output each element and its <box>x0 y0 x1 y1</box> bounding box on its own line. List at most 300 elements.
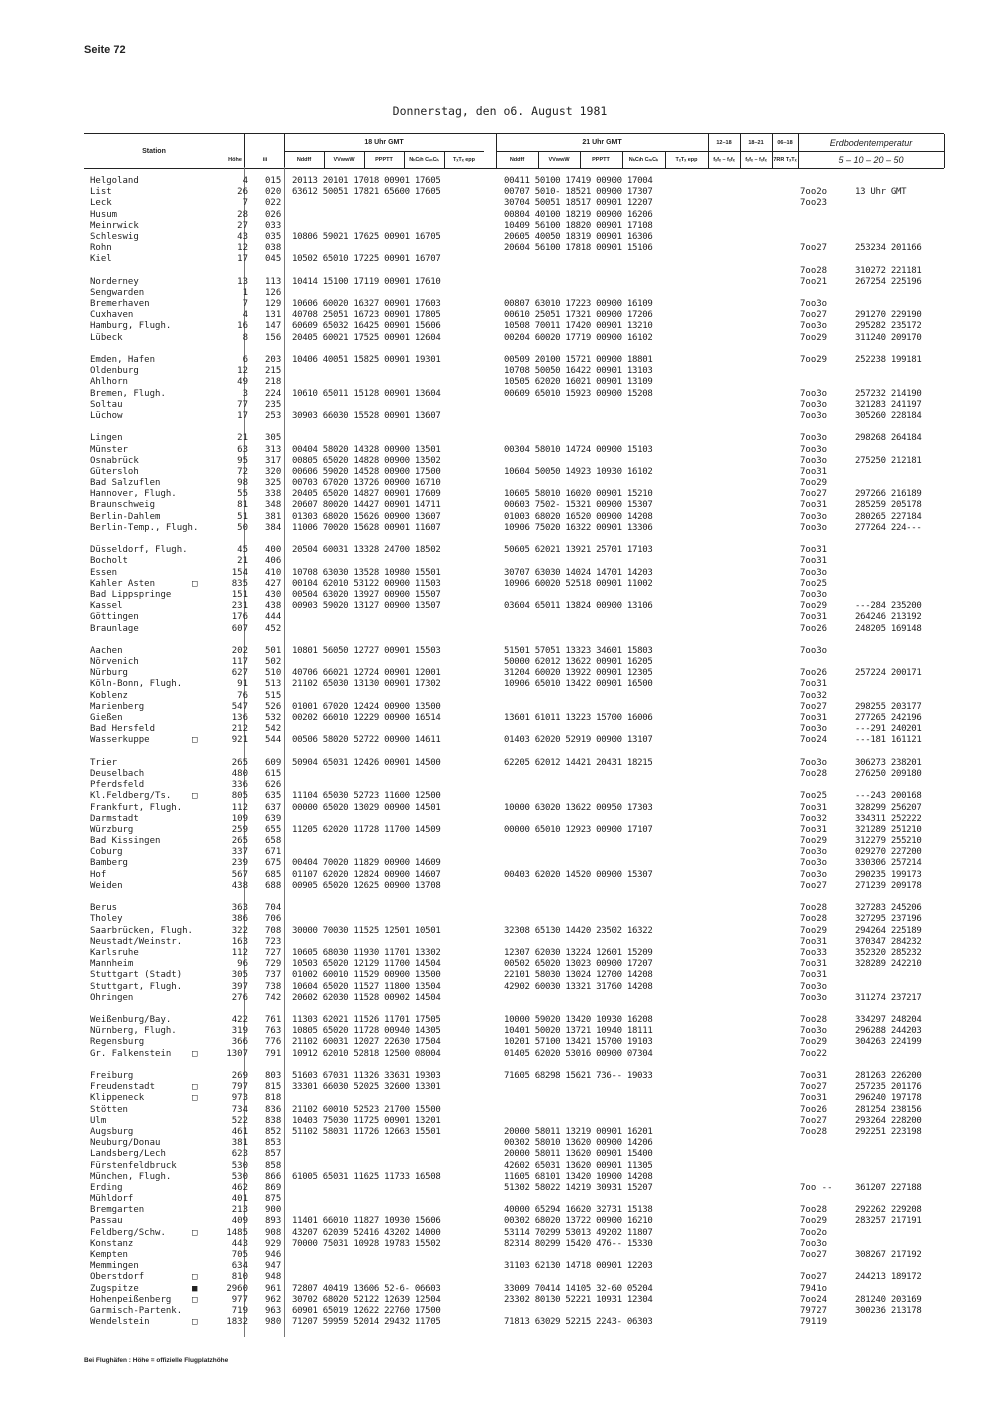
ground-temp-values: 285259 205178 <box>855 500 922 511</box>
ground-temp-values: 328289 242210 <box>855 959 922 970</box>
table-row <box>84 825 954 836</box>
station-height: 705 <box>231 1250 248 1260</box>
station-height: 72 <box>237 466 248 477</box>
header-18-uhr: 18 Uhr GMT <box>364 139 404 146</box>
station-number: 639 <box>265 813 282 824</box>
station-name: Wasserkuppe <box>90 735 150 746</box>
footnote: Bei Flughäfen : Höhe = offizielle Flugplatzhöhe <box>84 1357 229 1364</box>
station-name: Norderney <box>90 276 139 287</box>
ground-temp-values: 277265 242196 <box>855 713 922 723</box>
obs-18-utc: 10403 75030 11725 00901 13201 <box>292 1115 441 1126</box>
obs-21-utc: 10605 58010 16020 00901 15210 <box>504 489 653 500</box>
table-row <box>84 456 954 467</box>
station-name: Ulm <box>90 1115 107 1126</box>
table-row <box>84 1015 954 1026</box>
ground-temp-group: 7oo3o <box>800 511 828 522</box>
ground-temp-group: 7oo29 <box>800 836 828 847</box>
station-name: Stuttgart (Stadt) <box>90 970 183 981</box>
ground-temp-group: 7oo3o <box>800 847 828 858</box>
station-height: 381 <box>231 1138 248 1149</box>
station-number: 129 <box>265 299 282 310</box>
table-row <box>84 1105 954 1116</box>
station-name: Husum <box>90 209 118 220</box>
table-row <box>84 556 954 567</box>
station-height: 319 <box>231 1026 248 1037</box>
ground-temp-values: 029270 227200 <box>855 847 922 858</box>
station-number: 317 <box>265 455 282 466</box>
station-name: Lübeck <box>90 332 123 343</box>
header-18-col4: NₕCₗh CₘCₕ <box>409 156 439 163</box>
station-height: 8 <box>242 332 248 343</box>
table-row <box>84 1071 954 1082</box>
obs-18-utc: 50904 65031 12426 00901 14500 <box>292 757 441 768</box>
obs-18-utc: 00703 67020 13726 00900 16710 <box>292 478 441 489</box>
station-name: Berus <box>90 903 118 914</box>
spacer-row <box>84 344 954 355</box>
station-name: Wendelstein <box>90 1317 150 1328</box>
table-row <box>84 735 954 746</box>
station-height: 276 <box>231 992 248 1003</box>
station-height: 50 <box>237 522 248 533</box>
station-height: 55 <box>237 489 248 500</box>
table-row <box>84 512 954 523</box>
table-row <box>84 758 954 769</box>
obs-18-utc: 10414 15100 17119 00901 17610 <box>292 276 441 287</box>
station-height: 977 <box>231 1294 248 1305</box>
table-row <box>84 310 954 321</box>
table-row <box>84 624 954 635</box>
table-row <box>84 646 954 657</box>
obs-18-utc: 01002 60010 11529 00900 13500 <box>292 970 441 981</box>
obs-18-utc: 00506 58020 52722 00900 14611 <box>292 735 441 746</box>
obs-21-utc: 00000 65010 12923 00900 17107 <box>504 824 653 835</box>
station-name: Hannover, Flugh. <box>90 489 177 500</box>
table-row <box>84 389 954 400</box>
station-name: Feldberg/Schw. <box>90 1227 166 1238</box>
obs-18-utc: 30903 66030 15528 00901 13607 <box>292 410 441 421</box>
obs-21-utc: 10508 70011 17420 00901 13210 <box>504 321 653 332</box>
station-number: 853 <box>265 1138 282 1149</box>
table-row <box>84 254 954 265</box>
table-row <box>84 982 954 993</box>
station-number: 045 <box>265 254 282 265</box>
station-height: 443 <box>231 1238 248 1249</box>
obs-21-utc: 62205 62012 14421 20431 18215 <box>504 757 653 768</box>
ground-temp-group: 7oo3o <box>800 388 828 399</box>
station-height: 96 <box>237 959 248 970</box>
ground-temp-group: 7oo3o <box>800 645 828 656</box>
station-number: 738 <box>265 981 282 992</box>
obs-21-utc: 00502 65020 13023 00900 17207 <box>504 959 653 970</box>
station-height: 607 <box>231 623 248 634</box>
ground-temp-group: 7oo29 <box>800 1037 828 1048</box>
station-name: Pferdsfeld <box>90 780 145 791</box>
ground-temp-group: 7oo27 <box>800 243 828 254</box>
ground-temp-group: 7oo31 <box>800 1093 828 1104</box>
obs-21-utc: 00204 60020 17719 00900 16102 <box>504 332 653 343</box>
ground-temp-values: 283257 217191 <box>855 1216 922 1227</box>
table-row <box>84 445 954 456</box>
ground-temp-values: 257235 201176 <box>855 1082 922 1093</box>
obs-18-utc: 11006 70020 15628 00901 11607 <box>292 522 441 533</box>
ground-temp-values: 298268 264184 <box>855 433 922 444</box>
header-21-col4: NₕCₗh CₘCₕ <box>628 156 659 163</box>
station-name: Hof <box>90 869 107 880</box>
table-row <box>84 847 954 858</box>
obs-18-utc: 00000 65020 13029 00900 14501 <box>292 802 441 813</box>
obs-21-utc: 00804 40100 18219 00900 16206 <box>504 209 653 220</box>
table-row <box>84 1272 954 1283</box>
ground-temp-values: 311274 237217 <box>855 992 922 1003</box>
ground-temp-values: 297266 216189 <box>855 489 922 500</box>
station-number: 655 <box>265 824 282 835</box>
station-name: Zugspitze <box>90 1283 139 1294</box>
ground-temp-group: 7oo32 <box>800 690 828 701</box>
mountain-station-marker-icon: □ <box>192 735 198 746</box>
obs-18-utc: 51102 58031 11726 12663 15501 <box>292 1126 441 1137</box>
station-height: 567 <box>231 869 248 880</box>
obs-21-utc: 01405 62020 53016 00900 07304 <box>504 1048 653 1059</box>
station-height: 76 <box>237 690 248 701</box>
ground-temp-group: 7oo29 <box>800 478 828 489</box>
header-21-col3: PPPTT <box>592 156 610 163</box>
station-number: 658 <box>265 836 282 847</box>
obs-21-utc: 42602 65031 13620 00901 11305 <box>504 1160 653 1171</box>
obs-18-utc: 10503 65020 12129 11700 14504 <box>292 959 441 970</box>
header-erdboden: Erdbodentemperatur <box>829 137 913 148</box>
obs-18-utc: 20504 60031 13328 24700 18502 <box>292 545 441 556</box>
station-number: 742 <box>265 992 282 1003</box>
header-21-uhr: 21 Uhr GMT <box>582 139 622 146</box>
station-number: 384 <box>265 522 282 533</box>
station-height: 305 <box>231 970 248 981</box>
table-row <box>84 612 954 623</box>
station-number: 688 <box>265 880 282 891</box>
table-row <box>84 1082 954 1093</box>
station-number: 313 <box>265 444 282 455</box>
station-name: Osnabrück <box>90 455 139 466</box>
station-number: 963 <box>265 1305 282 1316</box>
station-number: 637 <box>265 802 282 813</box>
station-number: 838 <box>265 1115 282 1126</box>
station-height: 1307 <box>226 1048 248 1059</box>
ground-temp-group: 7oo29 <box>800 1216 828 1227</box>
table-row <box>84 1295 954 1306</box>
station-number: 761 <box>265 1015 282 1026</box>
ground-temp-group: 7oo31 <box>800 1071 828 1081</box>
ground-temp-values: ---291 240201 <box>855 724 922 735</box>
station-name: Saarbrücken, Flugh. <box>90 925 193 936</box>
station-height: 337 <box>231 847 248 858</box>
table-row <box>84 1216 954 1227</box>
station-name: Aachen <box>90 645 123 656</box>
ground-temp-values: 334297 248204 <box>855 1015 922 1026</box>
station-number: 022 <box>265 198 282 209</box>
station-number: 156 <box>265 332 282 343</box>
obs-18-utc: 00606 59020 14528 00900 17500 <box>292 466 441 477</box>
station-name: Coburg <box>90 847 123 858</box>
station-name: Bremen, Flugh. <box>90 388 166 399</box>
spacer-row <box>84 422 954 433</box>
obs-21-utc: 23302 80130 52221 10931 12304 <box>504 1294 653 1305</box>
header-18-col2: VVwwW <box>333 156 355 163</box>
table-row <box>84 1228 954 1239</box>
station-height: 401 <box>231 1194 248 1205</box>
station-height: 6 <box>242 355 248 365</box>
obs-21-utc: 10505 62020 16021 00901 13109 <box>504 377 653 388</box>
table-row <box>84 858 954 869</box>
table-row <box>84 713 954 724</box>
station-height: 259 <box>231 824 248 835</box>
station-height: 547 <box>231 701 248 712</box>
table-row <box>84 803 954 814</box>
ground-temp-group: 7oo31 <box>800 556 828 567</box>
ground-temp-values: 264246 213192 <box>855 612 922 623</box>
obs-21-utc: 30707 63030 14024 14701 14203 <box>504 567 653 578</box>
station-height: 95 <box>237 455 248 466</box>
station-name: Oldenburg <box>90 366 139 377</box>
ground-temp-values: 361207 227188 <box>855 1182 922 1193</box>
table-row <box>84 780 954 791</box>
obs-18-utc: 00903 59020 13127 00900 13507 <box>292 601 441 612</box>
header-r1b: fₓfₓ – fₓfₓ <box>713 156 735 163</box>
station-name: Stuttgart, Flugh. <box>90 981 183 992</box>
station-name: Neuburg/Donau <box>90 1138 161 1149</box>
ground-temp-group: 7oo24 <box>800 735 828 746</box>
station-height: 1485 <box>226 1227 248 1238</box>
station-height: 231 <box>231 601 248 612</box>
obs-18-utc: 21102 60031 12027 22630 17504 <box>292 1037 441 1048</box>
header-21-col2: VVwwW <box>548 156 570 163</box>
obs-18-utc: 72807 40419 13606 52-6- 06603 <box>292 1283 441 1294</box>
station-name: Hamburg, Flugh. <box>90 321 172 332</box>
station-height: 2960 <box>226 1283 248 1294</box>
table-row <box>84 243 954 254</box>
header-r3b: 7RR TₓTₓ <box>773 156 797 163</box>
station-name: Kempten <box>90 1250 128 1260</box>
table-row <box>84 970 954 981</box>
obs-21-utc: 00509 20100 15721 00900 18801 <box>504 355 653 365</box>
ground-temp-values: 308267 217192 <box>855 1250 922 1260</box>
ground-temp-values: 292262 229208 <box>855 1205 922 1216</box>
station-height: 117 <box>231 657 248 668</box>
station-name: Öhringen <box>90 992 134 1003</box>
ground-temp-group: 7oo3o <box>800 567 828 578</box>
ground-temp-values: 293264 228200 <box>855 1115 922 1126</box>
station-name: Berlin-Temp., Flugh. <box>90 522 199 533</box>
ground-temp-group: 7oo3o <box>800 410 828 421</box>
station-height: 409 <box>231 1216 248 1227</box>
ground-temp-values: 277264 224--- <box>855 522 922 533</box>
table-row <box>84 321 954 332</box>
ground-temp-group: 7oo3o <box>800 522 828 533</box>
table-row <box>84 489 954 500</box>
ground-temp-values: 281240 203169 <box>855 1294 922 1305</box>
station-height: 51 <box>237 511 248 522</box>
station-name: Regensburg <box>90 1037 145 1048</box>
ground-temp-group: 7oo21 <box>800 276 828 287</box>
ground-temp-group: 7oo28 <box>800 1015 828 1026</box>
table-row <box>84 1093 954 1104</box>
table-row <box>84 903 954 914</box>
station-height: 973 <box>231 1093 248 1104</box>
ground-temp-values: 280265 227184 <box>855 511 922 522</box>
mountain-station-marker-icon: □ <box>192 1082 198 1093</box>
station-number: 776 <box>265 1037 282 1048</box>
table-row <box>84 1037 954 1048</box>
table-row <box>84 1194 954 1205</box>
obs-18-utc: 01303 68020 15626 00900 13607 <box>292 511 441 522</box>
obs-18-utc: 00104 62010 53122 00900 11503 <box>292 578 441 589</box>
ground-temp-values: 334311 252222 <box>855 813 922 824</box>
mountain-station-marker-icon: □ <box>192 1272 198 1283</box>
station-name: Passau <box>90 1216 123 1227</box>
table-row <box>84 568 954 579</box>
station-number: 532 <box>265 713 282 723</box>
station-height: 1832 <box>226 1317 248 1328</box>
station-height: 151 <box>231 589 248 600</box>
station-height: 154 <box>231 567 248 578</box>
obs-18-utc: 10912 62010 52818 12500 08004 <box>292 1048 441 1059</box>
station-height: 623 <box>231 1149 248 1160</box>
ground-temp-group: 7oo3o <box>800 589 828 600</box>
station-height: 366 <box>231 1037 248 1048</box>
table-row <box>84 668 954 679</box>
station-number: 544 <box>265 735 282 746</box>
ground-temp-values: 305260 228184 <box>855 410 922 421</box>
station-name: Augsburg <box>90 1126 134 1137</box>
ground-temp-values: 300236 213178 <box>855 1305 922 1316</box>
station-name: Bamberg <box>90 858 128 869</box>
table-row <box>84 1049 954 1060</box>
station-height: 26 <box>237 187 248 198</box>
station-number: 215 <box>265 366 282 377</box>
obs-18-utc: 00202 66010 12229 00900 16514 <box>292 713 441 723</box>
station-name: List <box>90 187 112 198</box>
ground-temp-group: 7oo27 <box>800 489 828 500</box>
obs-21-utc: 82314 80299 15420 476-- 15330 <box>504 1238 653 1249</box>
station-height: 13 <box>237 276 248 287</box>
table-row <box>84 702 954 713</box>
mountain-station-marker-icon: □ <box>192 1227 198 1238</box>
obs-18-utc: 10406 40051 15825 00901 19301 <box>292 355 441 365</box>
header-r3: 06–18 <box>777 139 793 146</box>
table-row <box>84 1172 954 1183</box>
obs-18-utc: 10806 59021 17625 00901 16705 <box>292 231 441 242</box>
mountain-station-marker-icon: □ <box>192 1317 198 1328</box>
table-row <box>84 1149 954 1160</box>
ground-temp-group: 7oo3o <box>800 1238 828 1249</box>
ground-temp-group: 7oo31 <box>800 466 828 477</box>
station-number: 626 <box>265 780 282 791</box>
obs-18-utc: 40708 25051 16723 00901 17805 <box>292 310 441 321</box>
table-row <box>84 881 954 892</box>
obs-18-utc: 33301 66030 52025 32600 13301 <box>292 1082 441 1093</box>
ground-temp-values: 257224 200171 <box>855 668 922 679</box>
header-18-col1: Nddff <box>296 156 312 163</box>
mountain-station-marker-icon: □ <box>192 1294 198 1305</box>
obs-21-utc: 20000 58011 13620 00901 15400 <box>504 1149 653 1160</box>
station-number: 727 <box>265 947 282 958</box>
table-row <box>84 377 954 388</box>
obs-21-utc: 00304 58010 14724 00900 15103 <box>504 444 653 455</box>
obs-18-utc: 00404 58020 14328 00900 13501 <box>292 444 441 455</box>
obs-18-utc: 63612 50051 17821 65600 17605 <box>292 187 441 198</box>
table-row <box>84 993 954 1004</box>
station-height: 27 <box>237 220 248 231</box>
obs-18-utc: 20602 62030 11528 00902 14504 <box>292 992 441 1003</box>
obs-21-utc: 71605 68298 15621 736-- 19033 <box>504 1071 653 1081</box>
station-name: Neustadt/Weinstr. <box>90 936 183 947</box>
station-height: 462 <box>231 1182 248 1193</box>
station-number: 526 <box>265 701 282 712</box>
ground-temp-group: 7oo3o <box>800 321 828 332</box>
ground-temp-group: 79119 <box>800 1317 828 1328</box>
table-row <box>84 1026 954 1037</box>
ground-temp-group: 7oo27 <box>800 1115 828 1126</box>
obs-21-utc: 33009 70414 14105 32-60 05204 <box>504 1283 653 1294</box>
ground-temp-values: 296288 244203 <box>855 1026 922 1037</box>
ground-temp-values: 290235 199173 <box>855 869 922 880</box>
station-name: Karlsruhe <box>90 947 139 958</box>
table-row <box>84 1306 954 1317</box>
obs-18-utc: 30702 68020 52122 12639 12504 <box>292 1294 441 1305</box>
ground-temp-group: 7oo28 <box>800 1126 828 1137</box>
table-row <box>84 1138 954 1149</box>
station-name: Deuselbach <box>90 768 145 779</box>
station-number: 113 <box>265 276 282 287</box>
ground-temp-group: 7oo31 <box>800 970 828 981</box>
ground-temp-group: 7oo3o <box>800 299 828 310</box>
obs-21-utc: 30704 50051 18517 00901 12207 <box>504 198 653 209</box>
station-name: Bad Kissingen <box>90 836 161 847</box>
station-name: Frankfurt, Flugh. <box>90 802 183 813</box>
ground-temp-values: 281254 238156 <box>855 1104 922 1115</box>
station-number: 729 <box>265 959 282 970</box>
ground-temp-values: ---243 200168 <box>855 791 922 802</box>
station-number: 948 <box>265 1272 282 1283</box>
station-name: Nürburg <box>90 668 128 679</box>
obs-18-utc: 10502 65010 17225 00901 16707 <box>292 254 441 265</box>
station-height: 77 <box>237 399 248 410</box>
ground-temp-group: 7oo31 <box>800 713 828 723</box>
station-name: Bad Salzuflen <box>90 478 161 489</box>
ground-temp-values: 281263 226200 <box>855 1071 922 1081</box>
ground-temp-values: 252238 199181 <box>855 355 922 365</box>
table-row <box>84 187 954 198</box>
obs-21-utc: 10604 50050 14923 10930 16102 <box>504 466 653 477</box>
ground-temp-values: 327283 245206 <box>855 903 922 914</box>
ground-temp-values: 310272 221181 <box>855 265 922 276</box>
ground-temp-values: 298255 203177 <box>855 701 922 712</box>
station-height: 4 <box>242 310 248 321</box>
obs-18-utc: 10605 68030 11930 11701 13302 <box>292 947 441 958</box>
ground-temp-group: 7oo3o <box>800 455 828 466</box>
table-row <box>84 545 954 556</box>
table-row <box>84 1127 954 1138</box>
station-name: Klippeneck <box>90 1093 145 1104</box>
table-row <box>84 836 954 847</box>
station-height: 438 <box>231 880 248 891</box>
station-number: 147 <box>265 321 282 332</box>
station-name: Sengwarden <box>90 287 145 298</box>
ground-temp-values: 248205 169148 <box>855 623 922 634</box>
table-row <box>84 601 954 612</box>
obs-21-utc: 00302 68020 13722 00900 16210 <box>504 1216 653 1227</box>
station-height: 213 <box>231 1205 248 1216</box>
header-21-col5: TₓTₓ epp <box>675 156 698 163</box>
mountain-station-marker-icon: □ <box>192 791 198 802</box>
